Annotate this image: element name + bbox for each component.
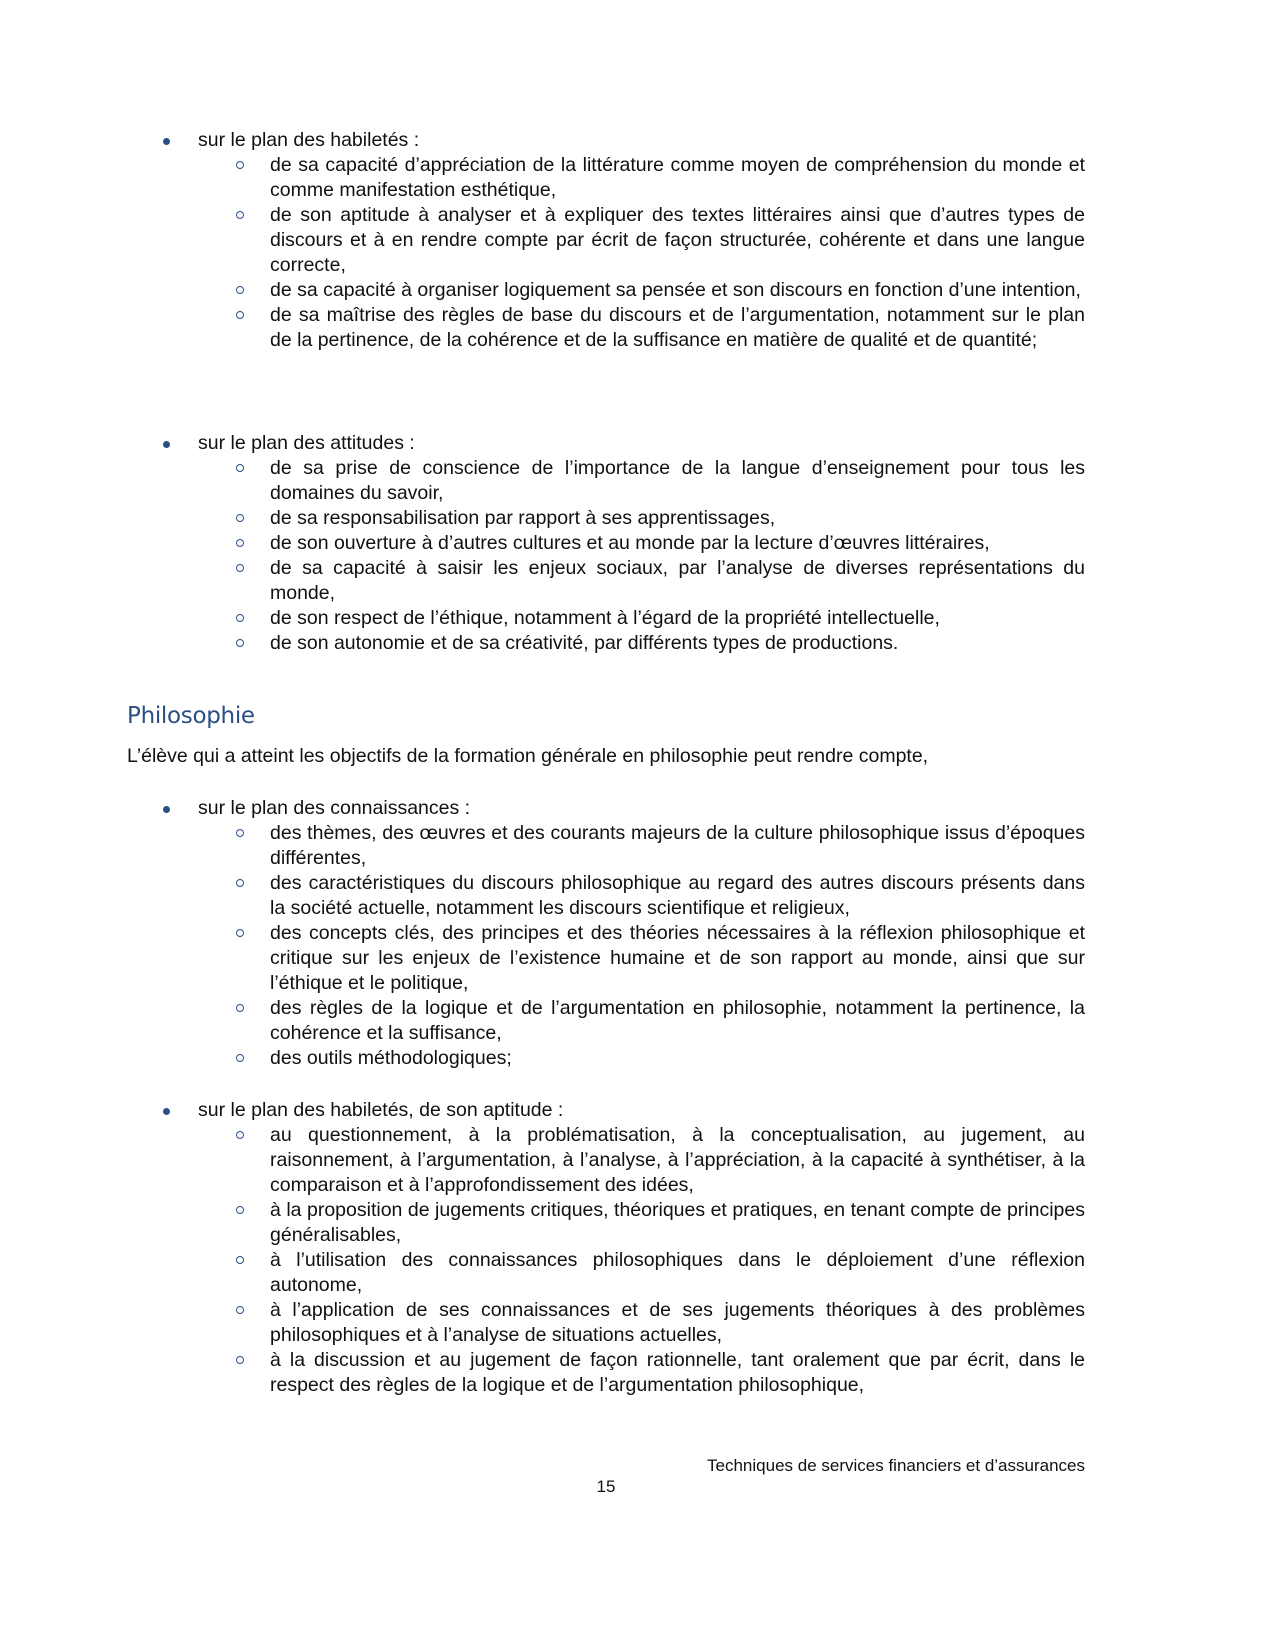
circle-bullet-icon (236, 1004, 244, 1012)
sub-bullet-item (270, 996, 1085, 1046)
bullet-item (0, 796, 1275, 821)
sub-bullet-text: des thèmes, des œuvres et des courants majeurs de la culture philosophique issus d’époques différentes, (270, 822, 1085, 869)
section-attitudes (0, 431, 1275, 656)
section-habiletes-philosophie (0, 1098, 1275, 1398)
bullet-label: sur le plan des habiletés : (198, 129, 420, 151)
circle-bullet-icon (236, 1206, 244, 1214)
sub-bullet-item (270, 921, 1085, 996)
circle-bullet-icon (236, 564, 244, 572)
sub-bullet-text: des caractéristiques du discours philosophique au regard des autres discours présents dans la société actuelle, notamment les discours scientifique et religieux, (270, 872, 1085, 919)
sub-bullet-item (270, 1348, 1085, 1398)
bullet-label: sur le plan des connaissances : (198, 797, 471, 819)
circle-bullet-icon (236, 614, 244, 622)
circle-bullet-icon (236, 829, 244, 837)
sub-bullet-text: de son respect de l’éthique, notamment à l’égard de la propriété intellectuelle, (270, 607, 940, 629)
circle-bullet-icon (236, 211, 244, 219)
sub-bullet-item (270, 821, 1085, 871)
circle-bullet-icon (236, 1356, 244, 1364)
footer-title: Techniques de services financiers et d’assurances (707, 1456, 1085, 1475)
sub-bullet-text: de son autonomie et de sa créativité, par différents types de productions. (270, 632, 899, 654)
circle-bullet-icon (236, 539, 244, 547)
sub-bullet-text: de sa maîtrise des règles de base du discours et de l’argumentation, notamment sur le plan de la pertinence, de la cohérence et de la suffisance en matière de qualité et de quantité; (270, 304, 1085, 351)
circle-bullet-icon (236, 929, 244, 937)
sub-bullet-item (270, 1248, 1085, 1298)
circle-bullet-icon (236, 1131, 244, 1139)
section-connaissances (0, 796, 1275, 1071)
circle-bullet-icon (236, 1054, 244, 1062)
section-heading: Philosophie (127, 703, 255, 729)
sub-bullet-text: de sa responsabilisation par rapport à ses apprentissages, (270, 507, 776, 529)
sub-bullet-text: à l’application de ses connaissances et de ses jugements théoriques à des problèmes philosophiques et à l’analyse de situations actuelles, (270, 1299, 1085, 1346)
sub-bullet-text: à la discussion et au jugement de façon rationnelle, tant oralement que par écrit, dans le respect des règles de la logique et de l’argumentation philosophique, (270, 1349, 1085, 1396)
sub-bullet-text: des règles de la logique et de l’argumentation en philosophie, notamment la pertinence, la cohérence et la suffisance, (270, 997, 1085, 1044)
sub-bullet-text: de son ouverture à d’autres cultures et au monde par la lecture d’œuvres littéraires, (270, 532, 990, 554)
circle-bullet-icon (236, 639, 244, 647)
sub-bullet-text: de sa capacité à organiser logiquement sa pensée et son discours en fonction d’une intention, (270, 279, 1081, 301)
section-habiletes-litterature (0, 128, 1275, 353)
sub-bullet-item (270, 506, 1085, 531)
sub-bullet-item (270, 278, 1085, 303)
sub-bullet-item (270, 456, 1085, 506)
circle-bullet-icon (236, 464, 244, 472)
bullet-label: sur le plan des attitudes : (198, 432, 415, 454)
sub-bullet-text: de son aptitude à analyser et à expliquer des textes littéraires ainsi que d’autres types de discours et à en rendre compte par écrit de façon structurée, cohérente et dans une langue correcte, (270, 204, 1085, 276)
sub-bullet-item (270, 303, 1085, 353)
sub-bullet-item (270, 1123, 1085, 1198)
bullet-item (0, 1098, 1275, 1123)
intro-paragraph: L’élève qui a atteint les objectifs de la formation générale en philosophie peut rendre compte, (127, 745, 929, 767)
circle-bullet-icon (236, 879, 244, 887)
sub-bullet-item (270, 556, 1085, 606)
sub-bullet-item (270, 606, 1085, 631)
sub-bullet-text: au questionnement, à la problématisation, à la conceptualisation, au jugement, au raisonnement, à l’argumentation, à l’analyse, à l’appréciation, à la capacité à synthétiser, à la comparaison et à l’approfondissement des idées, (270, 1124, 1085, 1196)
sub-bullet-item (270, 1046, 1085, 1071)
bullet-icon (163, 441, 170, 448)
bullet-icon (163, 1108, 170, 1115)
sub-bullet-item (270, 203, 1085, 278)
circle-bullet-icon (236, 311, 244, 319)
sub-bullet-item (270, 1298, 1085, 1348)
bullet-item (0, 431, 1275, 456)
page-number: 15 (596, 1477, 616, 1496)
sub-bullet-text: de sa capacité d’appréciation de la littérature comme moyen de compréhension du monde et comme manifestation esthétique, (270, 154, 1085, 201)
bullet-icon (163, 806, 170, 813)
sub-bullet-item (270, 1198, 1085, 1248)
sub-bullet-item (270, 531, 1085, 556)
sub-bullet-text: de sa prise de conscience de l’importance de la langue d’enseignement pour tous les domaines du savoir, (270, 457, 1085, 504)
circle-bullet-icon (236, 1256, 244, 1264)
sub-bullet-text: des concepts clés, des principes et des théories nécessaires à la réflexion philosophique et critique sur les enjeux de l’existence humaine et de son rapport au monde, ainsi que sur l’éthique et le politique, (270, 922, 1085, 994)
sub-bullet-text: à la proposition de jugements critiques, théoriques et pratiques, en tenant compte de principes généralisables, (270, 1199, 1085, 1246)
circle-bullet-icon (236, 1306, 244, 1314)
bullet-label: sur le plan des habiletés, de son aptitude : (198, 1099, 564, 1121)
circle-bullet-icon (236, 514, 244, 522)
sub-bullet-item (270, 631, 1085, 656)
circle-bullet-icon (236, 161, 244, 169)
sub-bullet-text: des outils méthodologiques; (270, 1047, 512, 1069)
bullet-item (0, 128, 1275, 153)
sub-bullet-item (270, 871, 1085, 921)
bullet-icon (163, 138, 170, 145)
sub-bullet-text: de sa capacité à saisir les enjeux sociaux, par l’analyse de diverses représentations du monde, (270, 557, 1085, 604)
sub-bullet-item (270, 153, 1085, 203)
sub-bullet-text: à l’utilisation des connaissances philosophiques dans le déploiement d’une réflexion autonome, (270, 1249, 1085, 1296)
circle-bullet-icon (236, 286, 244, 294)
